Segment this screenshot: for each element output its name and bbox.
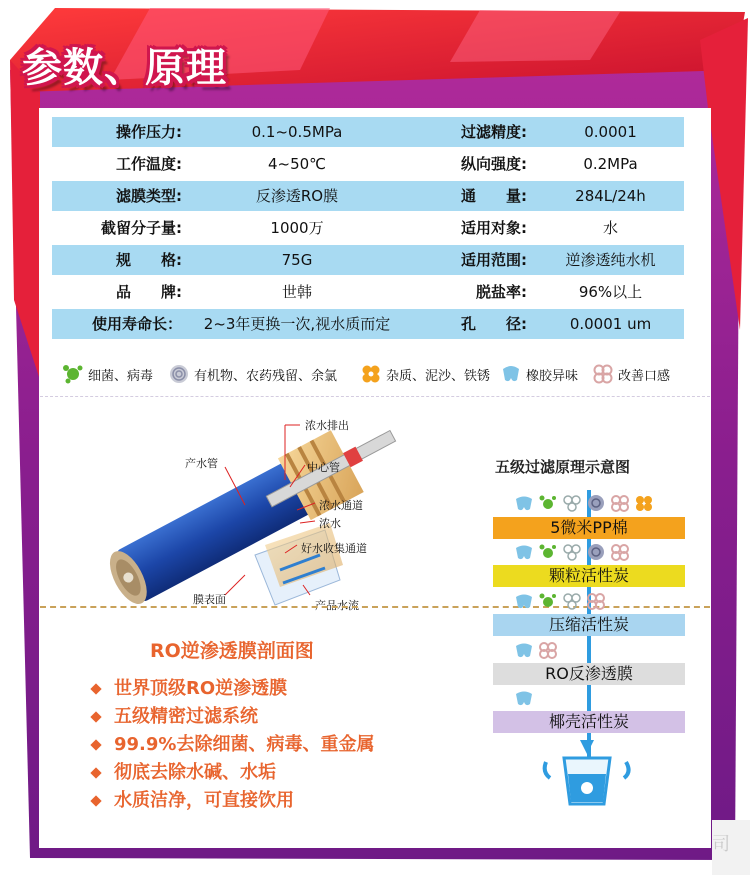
water-glass-icon: [538, 740, 638, 810]
spec-value: 4~50℃: [267, 155, 327, 173]
legend-item: [168, 361, 337, 387]
spec-key: 孔 径:: [461, 315, 527, 333]
spec-key: 适用对象:: [461, 219, 527, 237]
feature-text: 彻底去除水碱、水垢: [114, 762, 276, 783]
taste-icon: [610, 543, 630, 561]
rubber-icon: [514, 592, 534, 610]
heavy-metal-icon: [562, 494, 582, 512]
spec-value: 0.1~0.5MPa: [251, 123, 343, 141]
organics-icon: [586, 494, 606, 512]
stage-3-bar: 压缩活性炭: [493, 614, 685, 636]
spec-key: 通 量:: [461, 187, 527, 205]
stage-icons-4: [514, 640, 558, 660]
spec-value: 水: [602, 219, 618, 237]
label-product-pipe: 产水管: [185, 457, 218, 470]
rubber-icon: [514, 689, 534, 707]
spec-value: 2~3年更换一次,视水质而定: [203, 315, 391, 333]
legend-item: [62, 361, 153, 387]
rubber-icon: [514, 641, 534, 659]
legend-label: 改善口感: [618, 368, 671, 384]
spec-row: [52, 245, 684, 275]
spec-row: [52, 149, 684, 179]
legend-label: 杂质、泥沙、铁锈: [386, 368, 491, 384]
stage-1-bar: 5微米PP棉: [493, 517, 685, 539]
stage-2-bar: 颗粒活性炭: [493, 565, 685, 587]
spec-key: 工作温度:: [116, 155, 182, 173]
spec-key: 脱盐率:: [476, 283, 527, 301]
spec-value: 逆渗透纯水机: [565, 251, 656, 269]
legend-item: [592, 361, 670, 387]
organics-icon: [168, 363, 190, 385]
bacteria-icon: [538, 543, 558, 561]
feature-text: 水质洁净，可直接饮用: [114, 790, 294, 811]
spec-row: [52, 213, 684, 243]
membrane-illustration: [75, 405, 415, 615]
stage-icons-3: [514, 591, 606, 611]
feature-text: 五级精密过滤系统: [114, 706, 258, 727]
label-good-water-channel: 好水收集通道: [301, 542, 367, 555]
watermark: 司: [712, 834, 730, 855]
label-concentrate: 浓水: [319, 517, 341, 530]
stage-icons-5: [514, 688, 534, 708]
label-concentrate-channel: 浓水通道: [319, 499, 363, 512]
impurity-icon: [360, 363, 382, 385]
legend-label: 橡胶异味: [526, 368, 579, 384]
heavy-metal-icon: [562, 543, 582, 561]
page-title: 参数、原理: [22, 45, 227, 91]
label-product-flow: 产品水流: [315, 599, 359, 612]
heavy-metal-icon: [562, 592, 582, 610]
spec-row: [52, 309, 684, 339]
taste-icon: [610, 494, 630, 512]
label-concentrate-out: 浓水排出: [305, 419, 349, 432]
spec-key: 截留分子量:: [101, 219, 182, 237]
spec-table: [52, 117, 684, 341]
organics-icon: [586, 543, 606, 561]
spec-key: 品 牌:: [116, 283, 182, 301]
spec-value: 世韩: [281, 283, 312, 301]
ro-section-title: RO逆渗透膜剖面图: [150, 640, 314, 662]
spec-value: 75G: [281, 251, 313, 269]
bacteria-icon: [538, 592, 558, 610]
spec-row: [52, 117, 684, 147]
feature-text: 世界顶级RO逆渗透膜: [114, 678, 288, 699]
legend-item: [500, 361, 578, 387]
stage-icons-2: [514, 542, 630, 562]
spec-key: 适用范围:: [461, 251, 527, 269]
rubber-icon: [500, 363, 522, 385]
feature-text: 99.9%去除细菌、病毒、重金属: [114, 734, 375, 755]
label-center-pipe: 中心管: [307, 461, 340, 474]
legend-label: 有机物、农药残留、余氯: [194, 368, 338, 384]
bacteria-icon: [62, 363, 84, 385]
spec-row: [52, 181, 684, 211]
legend-divider: [40, 396, 710, 397]
spec-key: 使用寿命长：: [91, 315, 182, 333]
spec-value: 284L/24h: [575, 187, 646, 205]
spec-value: 0.2MPa: [583, 155, 638, 173]
stage-icons-1: [514, 493, 654, 513]
legend-label: 细菌、病毒: [88, 368, 154, 384]
spec-key: 操作压力:: [116, 123, 182, 141]
taste-icon: [538, 641, 558, 659]
stage-5-bar: 椰壳活性炭: [493, 711, 685, 733]
contaminant-legend: [62, 361, 702, 387]
spec-value: 96%以上: [578, 283, 643, 301]
ro-membrane-diagram: [75, 405, 415, 615]
spec-value: 反渗透RO膜: [255, 187, 339, 205]
spec-value: 0.0001: [584, 123, 637, 141]
stages-title: 五级过滤原理示意图: [495, 458, 631, 476]
impurity-icon: [634, 494, 654, 512]
spec-key: 规 格:: [116, 251, 182, 269]
legend-item: [360, 361, 490, 387]
rubber-icon: [514, 494, 534, 512]
taste-icon: [586, 592, 606, 610]
spec-key: 滤膜类型:: [116, 187, 182, 205]
spec-value: 0.0001 um: [569, 315, 652, 333]
spec-key: 纵向强度:: [461, 155, 527, 173]
taste-icon: [592, 363, 614, 385]
label-membrane-surface: 膜表面: [193, 593, 226, 606]
rubber-icon: [514, 543, 534, 561]
bacteria-icon: [538, 494, 558, 512]
stage-4-bar: RO反渗透膜: [493, 663, 685, 685]
spec-value: 1000万: [270, 219, 324, 237]
spec-row: [52, 277, 684, 307]
section-divider: [40, 606, 710, 608]
spec-key: 过滤精度:: [461, 123, 527, 141]
